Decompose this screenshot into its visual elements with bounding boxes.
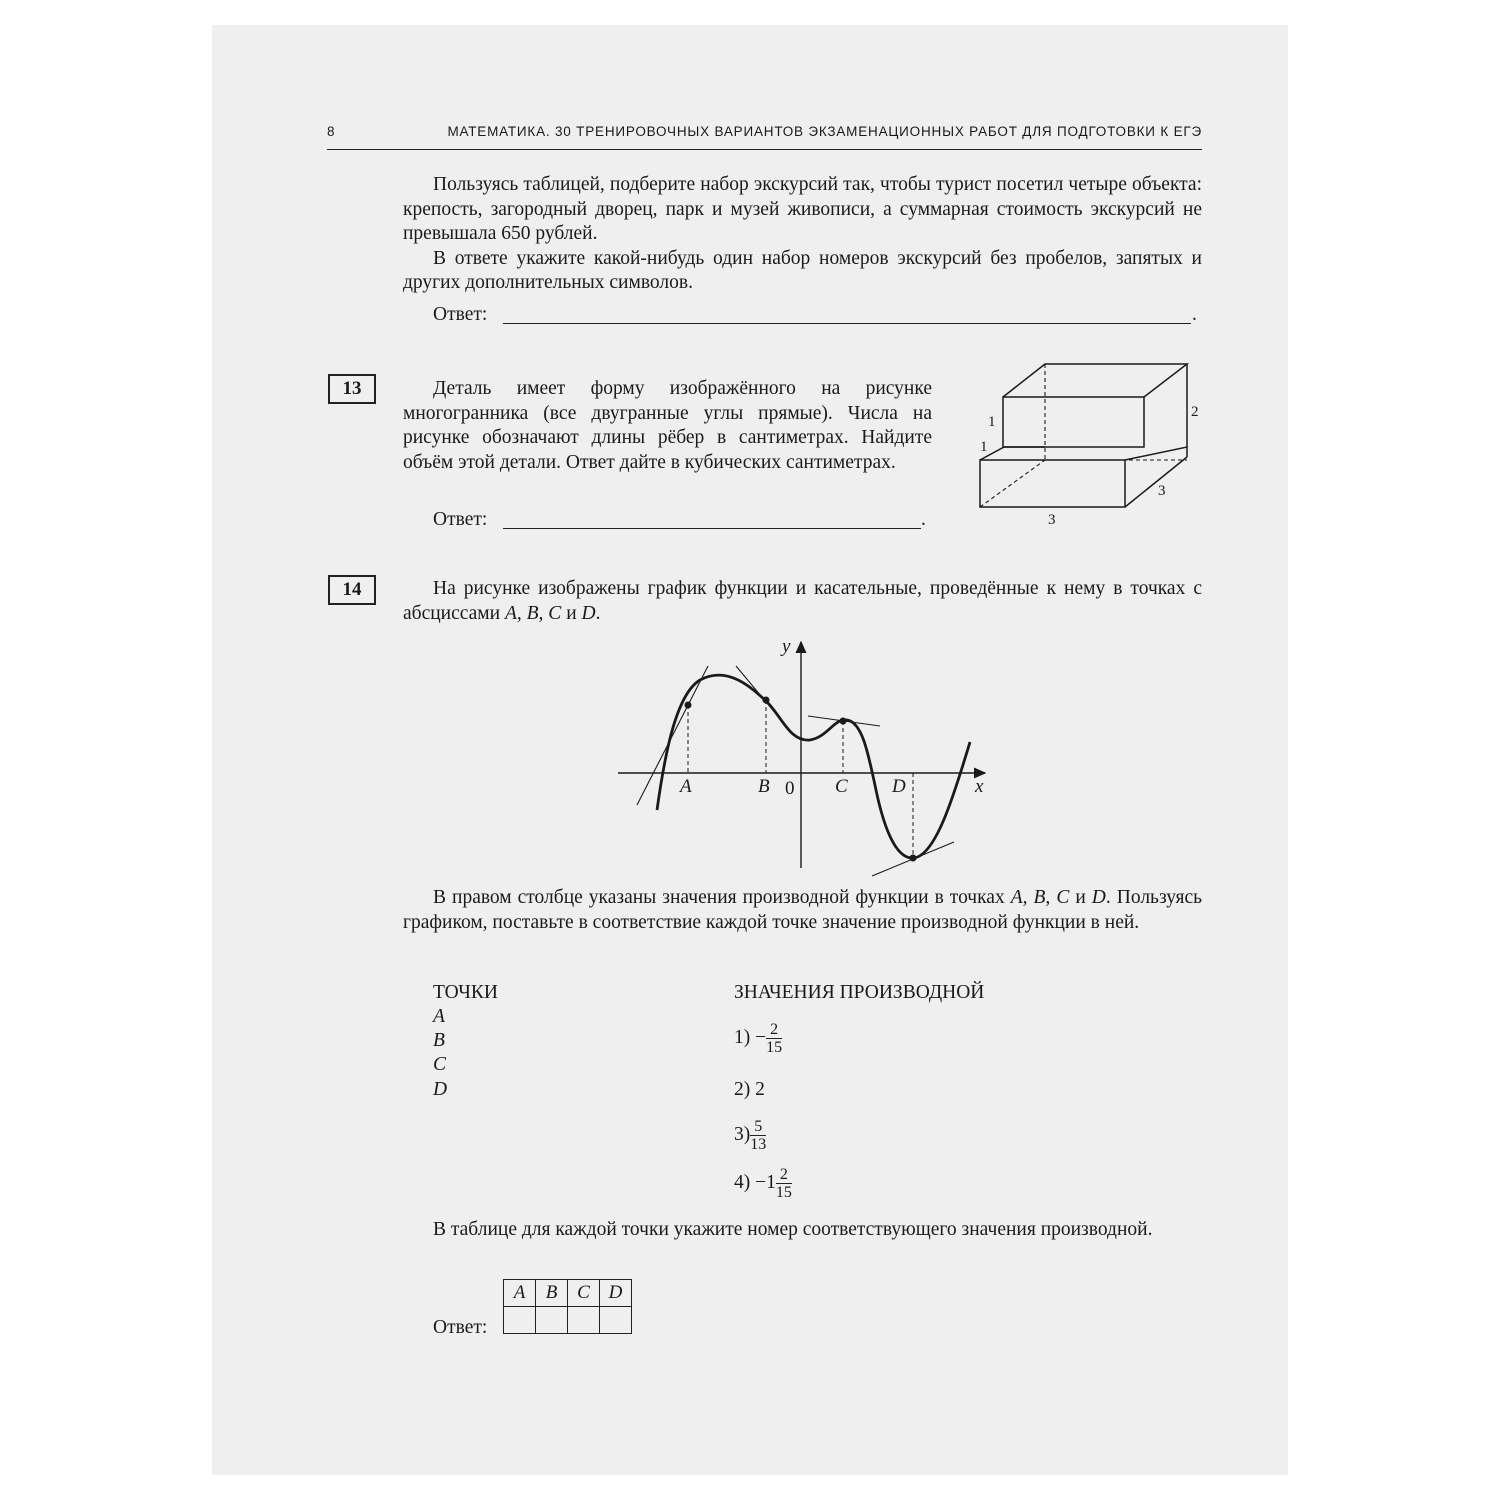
task14-p2-points2: C xyxy=(1056,887,1070,908)
task14-intro-paragraph xyxy=(403,577,1202,626)
value-1-denominator: 15 xyxy=(766,1039,783,1056)
task14-p2-part1: В правом столбце указаны значения производной функции в точках xyxy=(433,887,1005,908)
answer-cell-a[interactable] xyxy=(504,1307,536,1334)
value-item-2 xyxy=(734,1078,765,1103)
task14-p2-part2: . Пользуясь графиком, поставьте в соответствие каждой точке значение производной функции в ней. xyxy=(403,887,1203,933)
answer-header-c: C xyxy=(568,1280,600,1307)
value-1-label: 1) xyxy=(734,1026,751,1048)
graph-label-b: B xyxy=(758,776,770,797)
point-d xyxy=(910,855,917,862)
value-4-fraction xyxy=(776,1166,792,1201)
task14-intro-end: . xyxy=(595,602,601,624)
answer-table xyxy=(503,1279,632,1334)
value-2-label: 2) xyxy=(734,1079,751,1100)
value-1-fraction xyxy=(766,1021,782,1056)
task13-answer-end: . xyxy=(921,509,926,530)
task12-paragraph2: В ответе укажите какой-нибудь один набор номеров экскурсий без пробелов, запятых и других дополнительных символов. xyxy=(403,247,1202,293)
task12-answer-line[interactable] xyxy=(503,323,1191,324)
answer-cell-c[interactable] xyxy=(568,1307,600,1334)
task12-text xyxy=(403,173,1202,296)
task14-instruction: В таблице для каждой точки укажите номер соответствующего значения производной. xyxy=(433,1219,1153,1240)
value-1-numerator: 2 xyxy=(766,1021,782,1039)
answer-header-d: D xyxy=(600,1280,632,1307)
answer-cell-b[interactable] xyxy=(536,1307,568,1334)
point-c xyxy=(840,718,847,725)
answer-table-input-row xyxy=(504,1307,632,1334)
task14-answer-label: Ответ: xyxy=(433,1317,488,1338)
function-curve xyxy=(657,675,970,858)
value-1-prefix: − xyxy=(755,1026,767,1048)
point-a xyxy=(685,702,692,709)
value-item-3 xyxy=(734,1118,766,1153)
task14-intro-last: D xyxy=(581,602,596,624)
graph-label-x: x xyxy=(975,776,984,797)
value-4-denominator: 15 xyxy=(775,1184,792,1201)
polyhedron-figure xyxy=(960,355,1210,535)
task14-intro-and: и xyxy=(561,602,582,624)
value-4-label: 4) xyxy=(734,1171,751,1193)
label-edge-bottom-3: 3 xyxy=(1048,512,1056,528)
task14-p2-d: D xyxy=(1091,887,1106,908)
task14-intro-text: На рисунке изображены график функции и касательные, проведённые к нему в точках с абсциссами xyxy=(403,578,1202,624)
value-4-numerator: 2 xyxy=(776,1166,792,1184)
task13-number: 13 xyxy=(328,374,376,404)
answer-header-b: B xyxy=(536,1280,568,1307)
label-edge-depth-3: 3 xyxy=(1158,483,1166,499)
value-item-4 xyxy=(734,1166,792,1201)
value-3-numerator: 5 xyxy=(750,1118,766,1136)
point-item-a: A xyxy=(433,1006,445,1027)
graph-label-zero: 0 xyxy=(785,778,795,799)
label-edge-lower-1: 1 xyxy=(980,439,988,455)
task13-answer-line[interactable] xyxy=(503,528,921,529)
value-item-1 xyxy=(734,1021,782,1056)
running-title: МАТЕМАТИКА. 30 ТРЕНИРОВОЧНЫХ ВАРИАНТОВ ЭКЗАМЕНАЦИОННЫХ РАБОТ ДЛЯ ПОДГОТОВКИ К ЕГЭ xyxy=(447,124,1202,139)
answer-cell-d[interactable] xyxy=(600,1307,632,1334)
point-item-b: B xyxy=(433,1030,445,1051)
task14-p2-and: и xyxy=(1069,887,1092,908)
label-edge-2: 2 xyxy=(1191,404,1199,420)
point-item-d: D xyxy=(433,1079,448,1100)
value-3-label: 3) xyxy=(734,1123,751,1145)
function-graph xyxy=(600,630,1010,880)
task14-intro xyxy=(403,577,1202,626)
task12-answer-end: . xyxy=(1192,304,1197,325)
task13-text: Деталь имеет форму изображённого на рисунке многогранника (все двугранные углы прямые). Числа на рисунке обозначают длины рёбер в сантиметрах. Найдите объём этой детали. Ответ дайте в кубических сантиметрах. xyxy=(403,378,932,473)
task14-paragraph2-block xyxy=(403,886,1202,935)
task14-paragraph2 xyxy=(403,886,1202,935)
task12-answer-label: Ответ: xyxy=(433,304,488,325)
graph-label-d: D xyxy=(892,776,906,797)
point-item-c: C xyxy=(433,1054,447,1075)
value-3-denominator: 13 xyxy=(750,1136,767,1153)
page-number: 8 xyxy=(327,124,336,139)
points-header: ТОЧКИ xyxy=(433,982,499,1003)
graph-label-y: y xyxy=(782,636,791,657)
graph-label-c: C xyxy=(835,776,848,797)
label-edge-upper-1: 1 xyxy=(988,414,996,430)
task13-text-block xyxy=(403,377,932,475)
graph-label-a: A xyxy=(680,776,692,797)
answer-table-header-row xyxy=(504,1280,632,1307)
point-b xyxy=(763,697,770,704)
header-rule xyxy=(327,149,1202,150)
task13-answer-label: Ответ: xyxy=(433,509,488,530)
value-2-text: 2 xyxy=(755,1079,765,1100)
answer-header-a: A xyxy=(504,1280,536,1307)
value-3-fraction xyxy=(750,1118,766,1153)
value-4-prefix: −1 xyxy=(755,1171,776,1193)
task14-instruction-block xyxy=(403,1218,1202,1243)
task12-paragraph1: Пользуясь таблицей, подберите набор экскурсий так, чтобы турист посетил четыре объекта: крепость, загородный дворец, парк и музей живописи, а суммарная стоимость экскурсий не превышала 650 рублей. xyxy=(403,174,1202,244)
task14-intro-points: A, B, C xyxy=(504,602,562,624)
task14-number: 14 xyxy=(328,575,376,605)
task14-p2-points1: A, B, xyxy=(1010,887,1051,908)
tangent-a xyxy=(637,666,708,805)
values-header: ЗНАЧЕНИЯ ПРОИЗВОДНОЙ xyxy=(734,982,985,1003)
